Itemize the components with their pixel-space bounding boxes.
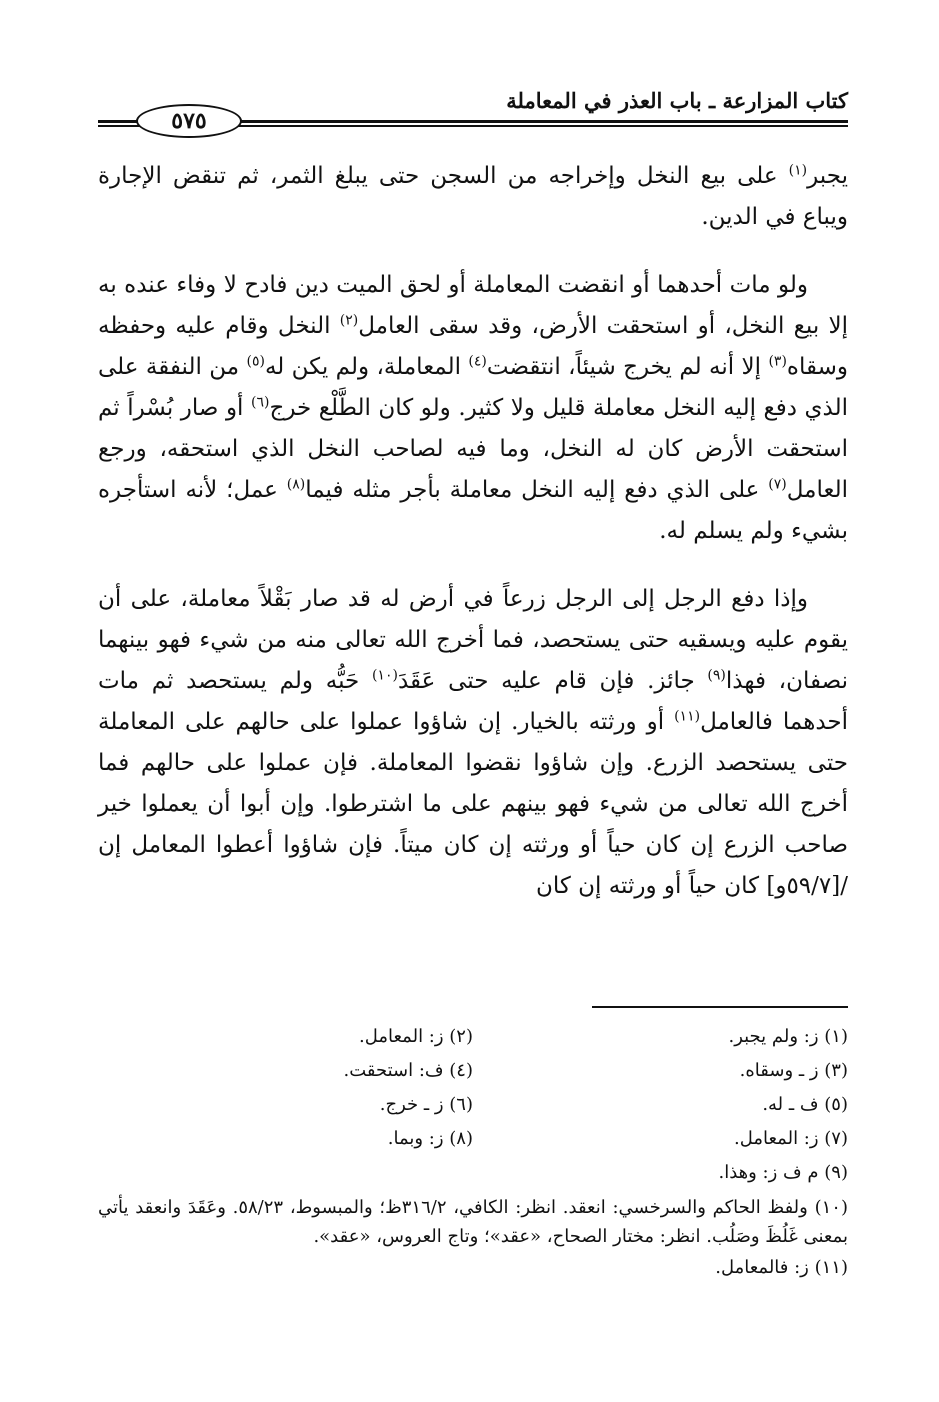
- footnote-marker: (١): [788, 162, 808, 179]
- footnote-marker: (٢): [339, 312, 359, 329]
- text-run: إلا أنه لم يخرج شيئاً، انتقضت: [486, 354, 769, 380]
- text-run: وإذا دفع الرجل إلى الرجل زرعاً في أرض له قد صار بَقْلاً معاملة، على أن يقوم عليه ويسقيه حتى يستحصد، فما أخرج الله تعالى منه من شيء فهو بينهما نصفان، فهذا: [98, 586, 848, 694]
- footnote-9: (٩) م ف ز: وهذا.: [718, 1162, 848, 1183]
- paragraph-2: [98, 265, 848, 552]
- footnote-10: (١٠) ولفظ الحاكم والسرخسي: انعقد. انظر: الكافي، ٣١٦/٢ظ؛ والمبسوط، ٥٨/٢٣. وعَقَدَ وانعقد يأتي بمعنى غَلُظَ وصَلُب. انظر: مختار الصحاح، «عقد»؛ وتاج العروس، «عقد».: [98, 1197, 848, 1247]
- footnote-1: (١) ز: ولم يجبر.: [728, 1026, 848, 1047]
- footnote-marker: (١٠): [371, 667, 398, 684]
- footnote-marker: (٧): [768, 476, 787, 493]
- paragraph-3: [98, 579, 848, 907]
- footnote-6: (٦) ز ـ خرج.: [379, 1094, 473, 1115]
- text-run: جائز. فإن قام عليه حتى عَقَدَ: [397, 668, 708, 694]
- running-title: كتاب المزارعة ـ باب العذر في المعاملة: [506, 88, 848, 113]
- page-number: ٥٧٥: [171, 108, 207, 134]
- page-number-oval: [136, 104, 242, 138]
- text-run: النخل وقام عليه وحفظه وسقاه: [98, 313, 848, 380]
- footnote-separator: [592, 1006, 848, 1008]
- footnote-marker: (٨): [286, 476, 306, 493]
- text-run: المعاملة، ولم يكن له: [264, 354, 469, 380]
- footnote-7: (٧) ز: المعامل.: [734, 1128, 848, 1149]
- footnote-11: (١١) ز: فالمعامل.: [715, 1257, 848, 1278]
- footnote-4: (٤) ف: استحقت.: [343, 1060, 473, 1081]
- footnote-marker: (٩): [707, 667, 726, 684]
- footnote-marker: (٣): [768, 353, 787, 370]
- footnote-marker: (٦): [251, 394, 270, 411]
- footnote-8: (٨) ز: وبما.: [387, 1128, 473, 1149]
- text-run: أو صار بُسْراً ثم استحقت الأرض كان له النخل، وما فيه لصاحب النخل الذي استحقه، ورجع العامل: [98, 395, 848, 503]
- page-header: [98, 86, 848, 136]
- text-run: أو ورثته بالخيار. إن شاؤوا عملوا على حالهم على المعاملة حتى يستحصد الزرع. وإن شاؤوا نقضوا المعاملة. فإن عملوا على حالهم فما أخرج الله تعالى من شيء فهو بينهم على ما اشترطوا. وإن أبوا أن يعملوا خير صاحب الزرع إن كان حياً أو ورثته إن كان ميتاً. فإن شاؤوا أعطوا المعامل إن /[٥٩/٧و] كان حياً أو ورثته إن كان: [98, 709, 848, 899]
- footnote-5: (٥) ف ـ له.: [762, 1094, 848, 1115]
- footnote-marker: (٥): [246, 353, 265, 370]
- text-run: حَبُّه ولم يستحصد ثم مات أحدهما فالعامل: [98, 668, 849, 735]
- footnote-pairs: [98, 1020, 848, 1156]
- text-run: على بيع النخل وإخراجه من السجن حتى يبلغ الثمر، ثم تنقض الإجارة ويباع في الدين.: [98, 163, 848, 230]
- main-text: [98, 156, 848, 907]
- text-run: يجبر: [807, 163, 848, 189]
- text-run: من النفقة على الذي دفع إليه النخل معاملة قليل ولا كثير. ولو كان الطَّلْع خرج: [98, 354, 848, 421]
- footnotes: [98, 1020, 848, 1285]
- footnote-3: (٣) ز ـ وسقاه.: [739, 1060, 848, 1081]
- text-run: ولو مات أحدهما أو انقضت المعاملة أو لحق الميت دين فادح لا وفاء عنده به إلا بيع النخل، أو استحقت الأرض، وقد سقى العامل: [98, 272, 849, 339]
- paragraph-1: [98, 156, 848, 238]
- text-run: عمل؛ لأنه استأجره بشيء ولم يسلم له.: [98, 477, 848, 544]
- footnote-marker: (٤): [468, 353, 487, 370]
- text-run: على الذي دفع إليه النخل معاملة بأجر مثله فيما: [305, 477, 769, 503]
- footnote-marker: (١١): [674, 708, 701, 725]
- footnote-2: (٢) ز: المعامل.: [359, 1026, 473, 1047]
